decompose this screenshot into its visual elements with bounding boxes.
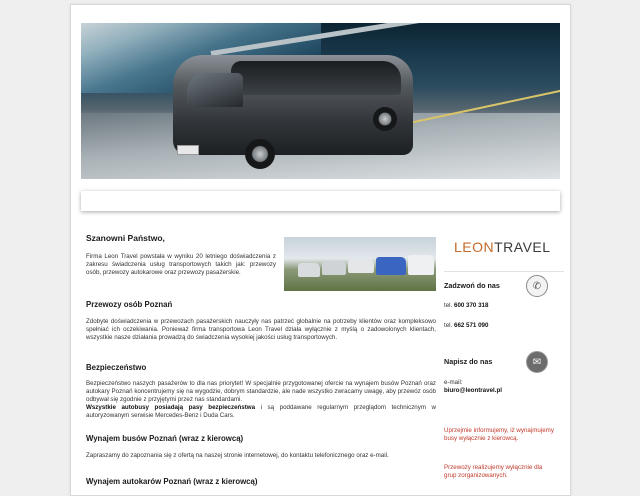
safety-bold-text: Wszystkie autobusy posiadają pasy bezpieczeństwa	[86, 404, 256, 411]
fleet-photo	[284, 237, 436, 291]
section-title-busy: Wynajem busów Poznań (wraz z kierowcą)	[86, 434, 244, 443]
sidebar-divider	[444, 271, 564, 272]
section-text-bezpieczenstwo	[86, 380, 436, 420]
van-windshield	[187, 73, 243, 107]
call-heading: Zadzwoń do nas	[444, 281, 500, 290]
fleet-bus	[376, 257, 406, 275]
section-title-bezpieczenstwo: Bezpieczeństwo	[86, 363, 147, 372]
phone-number-1[interactable]: 600 370 318	[454, 302, 489, 309]
leon-travel-logo[interactable]	[454, 239, 551, 255]
safety-text: Bezpieczeństwo naszych pasażerów to dla nas priorytet! W specjalnie przygotowanej ofercie na wynajem busów Poznań oraz autokary Poznań koncentrujemy się na wygodzie, dobrym standardzie, ale nade wszystko zwracamy uwagę, aby przewóz osób odbywał się zgodnie z przyjętymi przez nas standardami.	[86, 380, 436, 403]
driver-notice: Uprzejmie informujemy, iż wynajmujemy busy wyłącznie z kierowcą.	[444, 427, 554, 442]
phone-prefix: tel.	[444, 302, 453, 309]
fleet-bus	[348, 259, 374, 273]
phone-number-2[interactable]: 662 571 090	[454, 322, 489, 329]
envelope-icon: ✉	[526, 351, 548, 373]
van-wheel-front	[245, 139, 275, 169]
section-text-przewozy: Zdobyte doświadczenia w przewozach pasażerskich nauczyły nas patrzeć globalnie na potrzeby klientów oraz kompleksowo spełniać ich oczekiwania. Ponieważ firma transportowa Leon Travel działa wyłącznie z myślą o zadowolonych klientach, wszystkie nasze działania prowadzą do świadczenia wysokiej jakości usług transportowych.	[86, 318, 436, 341]
page-container	[70, 4, 571, 496]
logo-travel: TRAVEL	[494, 239, 551, 255]
fleet-bus	[408, 255, 434, 275]
fleet-bus	[322, 261, 346, 275]
phone-line-1	[444, 302, 488, 309]
groups-notice: Przewozy realizujemy wyłącznie dla grup zorganizowanych.	[444, 464, 543, 479]
phone-prefix: tel.	[444, 322, 453, 329]
section-title-przewozy: Przewozy osób Poznań	[86, 300, 173, 309]
mail-heading: Napisz do nas	[444, 357, 493, 366]
email-label: e-mail:	[444, 379, 463, 386]
greeting-heading: Szanowni Państwo,	[86, 233, 165, 243]
fleet-bus	[298, 263, 320, 277]
van-window	[231, 61, 401, 95]
navigation-bar	[81, 191, 560, 211]
phone-line-2	[444, 322, 488, 329]
van-wheel-rear	[373, 107, 397, 131]
email-link[interactable]: biuro@leontravel.pl	[444, 387, 502, 394]
hero-banner	[81, 23, 560, 179]
phone-icon: ✆	[526, 275, 548, 297]
van-plate	[177, 145, 199, 155]
section-text-busy: Zapraszamy do zapoznania się z ofertą na naszej stronie internetowej, do kontaktu telefonicznego oraz e-mail.	[86, 452, 389, 459]
intro-paragraph: Firma Leon Travel powstała w wyniku 20 letniego doświadczenia z zakresu świadczenia usług transportowych takich jak: przewozy osób, przewozy autokarowe oraz przewozy pasażerskie.	[86, 253, 276, 276]
section-title-autokary: Wynajem autokarów Poznań (wraz z kierowcą)	[86, 477, 258, 486]
safety-text-after: i są poddawane regularnym przeglądom technicznym w autoryzowanym serwisie Mercedes-Benz i Duda Cars.	[86, 404, 436, 419]
logo-leon: LEON	[454, 239, 495, 255]
